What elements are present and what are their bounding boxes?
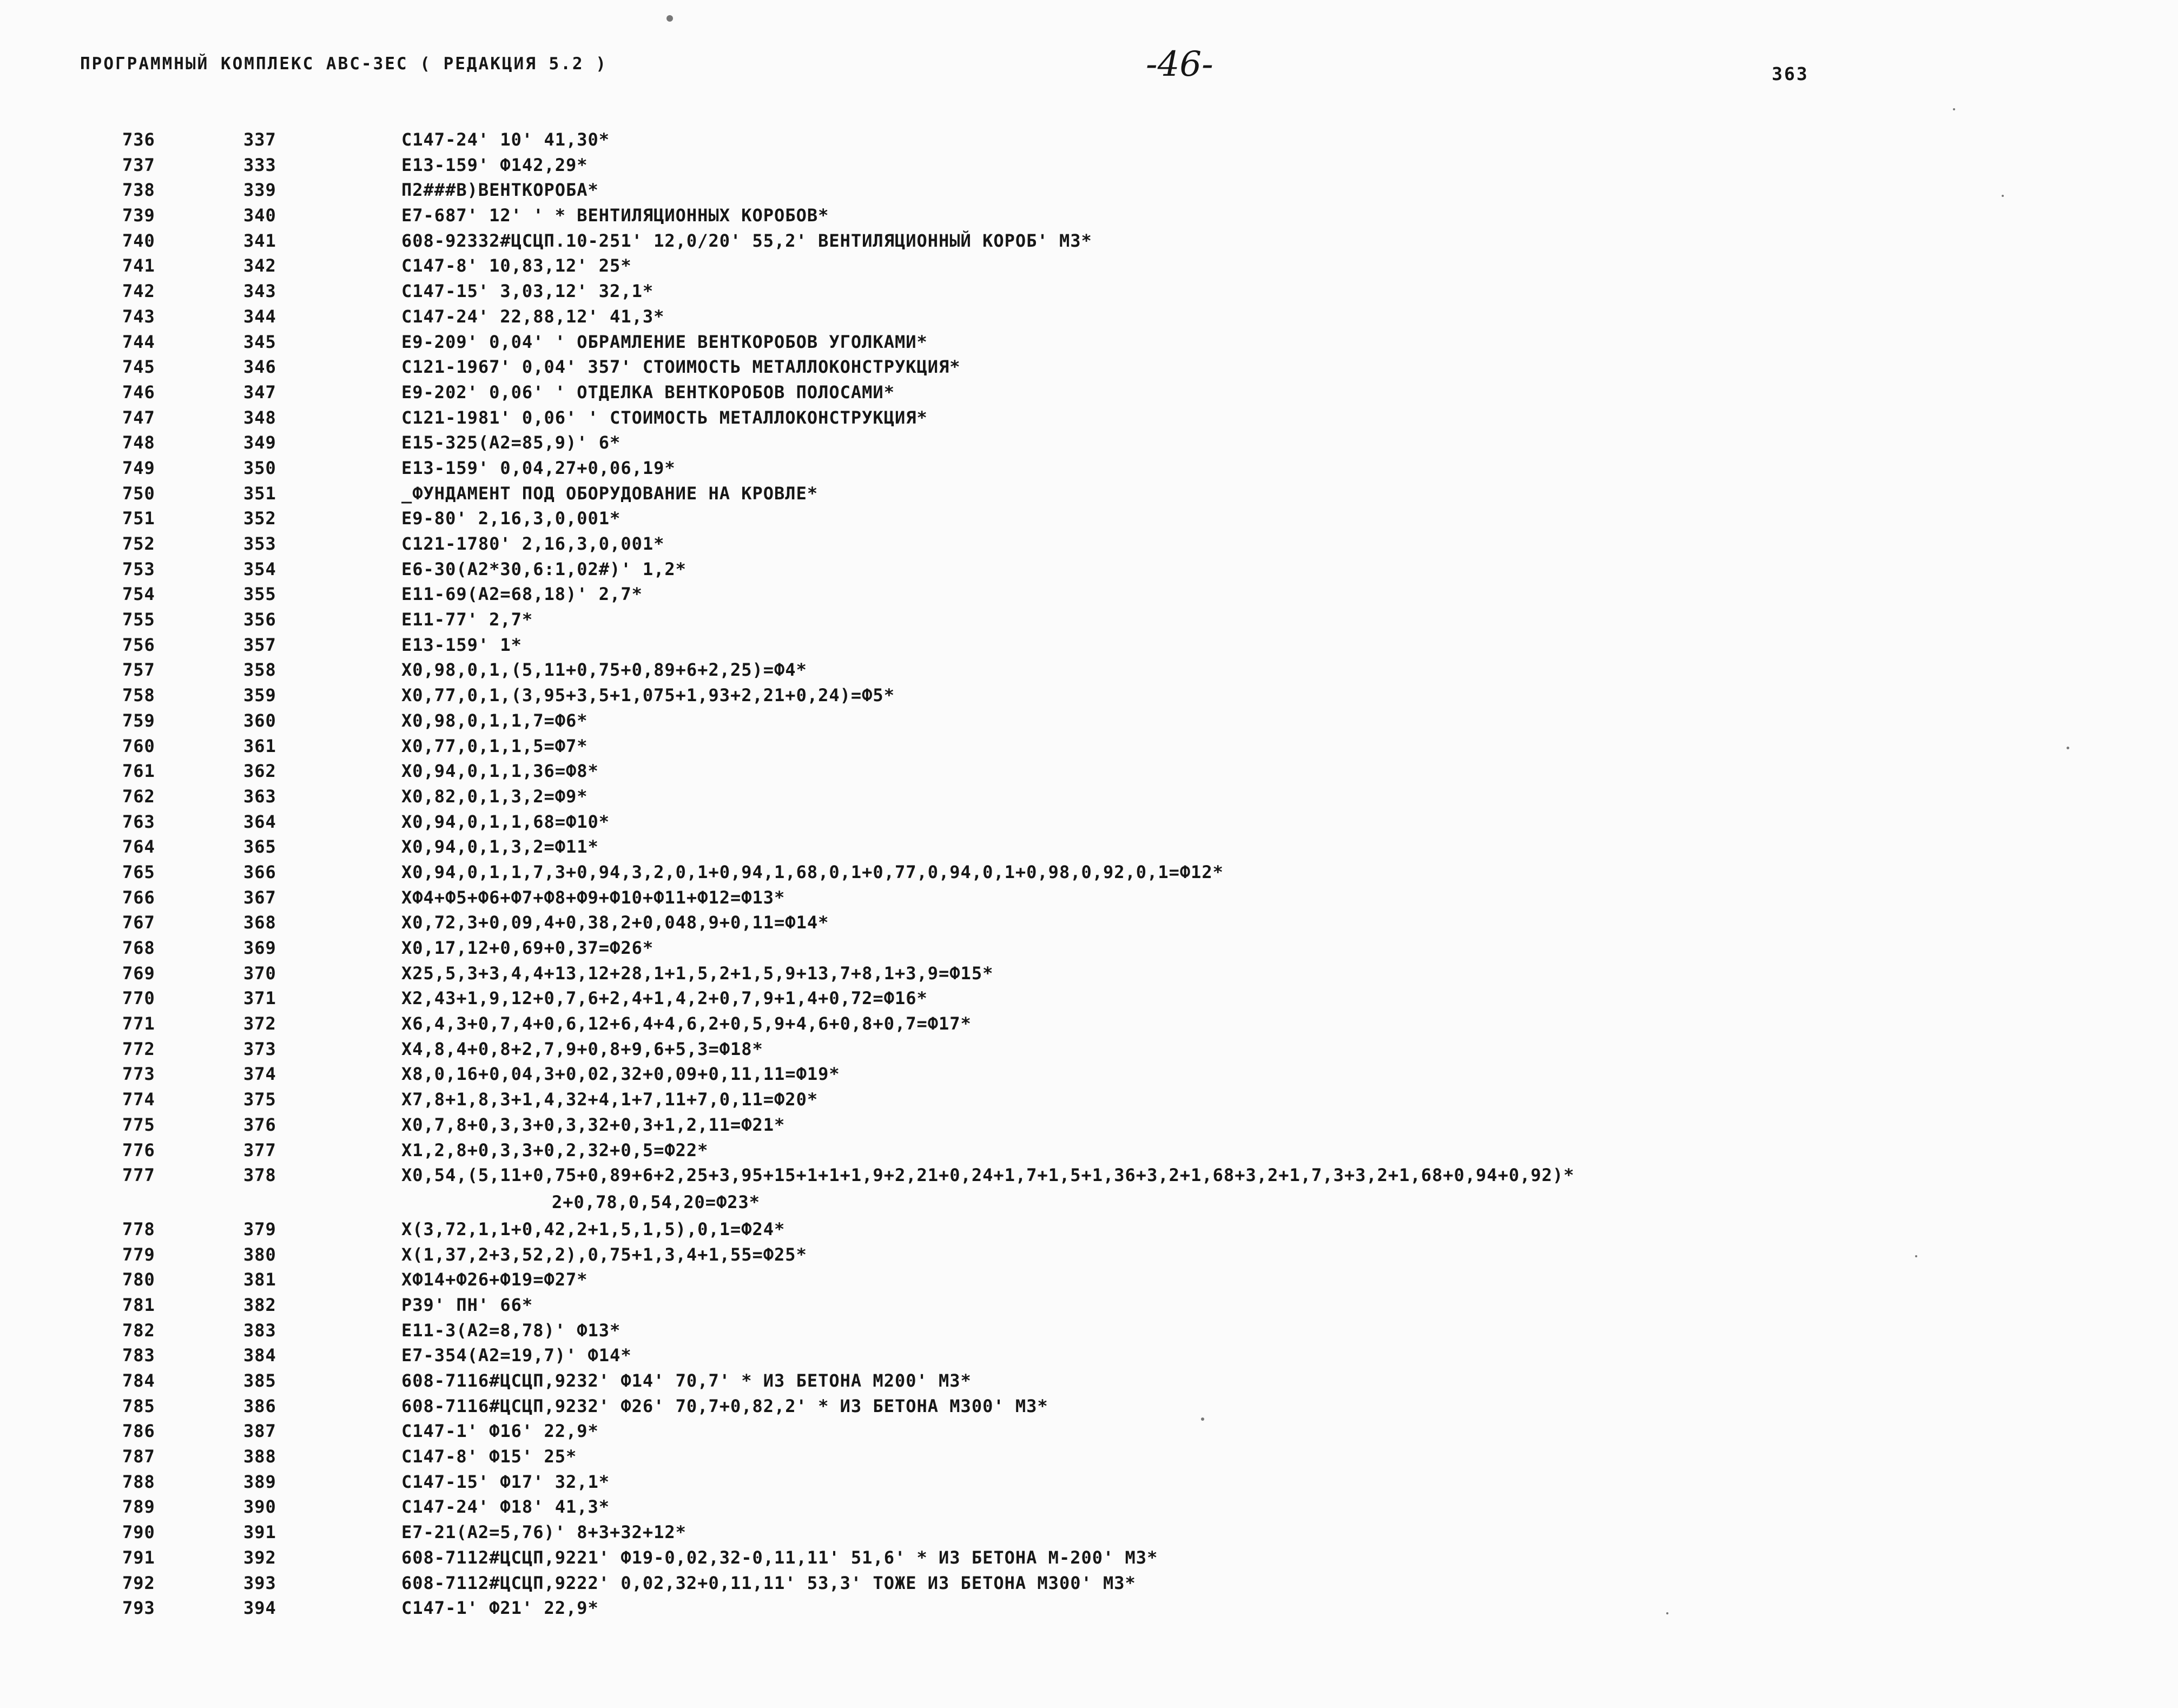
statement-number: 370	[243, 962, 276, 984]
statement-code: Е11-77' 2,7*	[401, 609, 533, 630]
listing-row	[0, 279, 2178, 304]
statement-number: 388	[243, 1446, 276, 1467]
statement-code: Х0,82,0,1,3,2=Ф9*	[401, 786, 588, 807]
statement-code: 608-7116#ЦСЦП,9232' Ф14' 70,7' * ИЗ БЕТОНА М200' М3*	[401, 1370, 972, 1391]
statement-code: Х0,7,8+0,3,3+0,3,32+0,3+1,2,11=Ф21*	[401, 1114, 786, 1135]
line-number: 781	[122, 1294, 155, 1315]
statement-number: 379	[243, 1218, 276, 1239]
line-number: 762	[122, 786, 155, 807]
listing-row	[0, 885, 2178, 911]
statement-number: 389	[243, 1471, 276, 1492]
statement-code: Е11-3(А2=8,78)' Ф13*	[401, 1320, 621, 1341]
statement-number: 341	[243, 230, 276, 251]
page-number: 363	[1772, 63, 1809, 84]
line-number: 736	[122, 129, 155, 150]
scan-speck	[1201, 1417, 1204, 1421]
line-number: 764	[122, 836, 155, 858]
line-number: 758	[122, 685, 155, 706]
line-number: 783	[122, 1345, 155, 1366]
statement-code: ХФ14+Ф26+Ф19=Ф27*	[401, 1269, 588, 1290]
listing-row	[0, 860, 2178, 885]
listing-row	[0, 1112, 2178, 1138]
line-number: 791	[122, 1547, 155, 1568]
statement-number: 394	[243, 1598, 276, 1619]
statement-code: С147-24' 10' 41,30*	[401, 129, 610, 150]
statement-code: Е15-325(А2=85,9)' 6*	[401, 432, 621, 453]
listing-row	[0, 784, 2178, 809]
line-number: 763	[122, 811, 155, 832]
statement-code: Е9-202' 0,06' ' ОТДЕЛКА ВЕНТКОРОБОВ ПОЛОСАМИ*	[401, 381, 895, 403]
listing-row	[0, 1394, 2178, 1419]
statement-code: С147-8' Ф15' 25*	[401, 1446, 577, 1467]
listing-row	[0, 1267, 2178, 1292]
listing-row	[0, 1469, 2178, 1495]
listing-row	[0, 531, 2178, 557]
listing-row	[0, 153, 2178, 178]
statement-code: Х2,43+1,9,12+0,7,6+2,4+1,4,2+0,7,9+1,4+0,72=Ф16*	[401, 988, 928, 1009]
statement-code: Е9-80' 2,16,3,0,001*	[401, 508, 621, 529]
line-number: 749	[122, 457, 155, 478]
line-number: 747	[122, 407, 155, 428]
line-number: 772	[122, 1038, 155, 1059]
line-number: 751	[122, 508, 155, 529]
listing-row	[0, 1444, 2178, 1469]
line-number: 737	[122, 154, 155, 175]
listing-row	[0, 961, 2178, 986]
listing-row	[0, 177, 2178, 203]
statement-number: 386	[243, 1395, 276, 1416]
statement-code: С121-1981' 0,06' ' СТОИМОСТЬ МЕТАЛЛОКОНСТРУКЦИЯ*	[401, 407, 928, 428]
handwritten-page-number: -46-	[1146, 44, 1213, 84]
statement-number: 374	[243, 1064, 276, 1085]
statement-code: Е13-159' Ф142,29*	[401, 154, 588, 175]
statement-number: 368	[243, 912, 276, 933]
listing-row	[0, 809, 2178, 835]
line-number: 776	[122, 1139, 155, 1160]
line-number: 743	[122, 306, 155, 327]
line-number: 770	[122, 988, 155, 1009]
line-number: 786	[122, 1421, 155, 1442]
statement-number: 391	[243, 1522, 276, 1543]
statement-code: 608-7116#ЦСЦП,9232' Ф26' 70,7+0,82,2' * ИЗ БЕТОНА М300' М3*	[401, 1395, 1048, 1416]
statement-code: Х8,0,16+0,04,3+0,02,32+0,09+0,11,11=Ф19*	[401, 1064, 840, 1085]
statement-number: 355	[243, 584, 276, 605]
line-number: 748	[122, 432, 155, 453]
line-number: 741	[122, 255, 155, 276]
line-number: 779	[122, 1244, 155, 1265]
listing-row	[0, 127, 2178, 153]
statement-code: Х6,4,3+0,7,4+0,6,12+6,4+4,6,2+0,5,9+4,6+0,8+0,7=Ф17*	[401, 1013, 972, 1034]
line-number: 789	[122, 1496, 155, 1518]
statement-code: Х0,94,0,1,3,2=Ф11*	[401, 836, 599, 858]
scan-speck	[1915, 1255, 1917, 1257]
statement-code: Е13-159' 1*	[401, 634, 522, 655]
line-number: 760	[122, 735, 155, 756]
statement-code: ХФ4+Ф5+Ф6+Ф7+Ф8+Ф9+Ф10+Ф11+Ф12=Ф13*	[401, 887, 786, 908]
document-header-title: ПРОГРАММНЫЙ КОМПЛЕКС АВС-ЗЕС ( РЕДАКЦИЯ 5.2 )	[80, 54, 608, 74]
line-number: 745	[122, 357, 155, 378]
statement-number: 364	[243, 811, 276, 832]
statement-number: 373	[243, 1038, 276, 1059]
line-number: 752	[122, 533, 155, 554]
listing-row	[0, 1061, 2178, 1087]
listing-row	[0, 1292, 2178, 1318]
line-number: 753	[122, 558, 155, 579]
statement-code: С121-1780' 2,16,3,0,001*	[401, 533, 665, 554]
statement-code: Х0,77,0,1,(3,95+3,5+1,075+1,93+2,21+0,24)=Ф5*	[401, 685, 895, 706]
line-number: 769	[122, 962, 155, 984]
statement-number: 366	[243, 861, 276, 882]
line-number: 765	[122, 861, 155, 882]
line-number: 792	[122, 1572, 155, 1593]
statement-code: Е7-21(А2=5,76)' 8+3+32+12*	[401, 1522, 687, 1543]
listing-row-continuation	[0, 1188, 2178, 1217]
statement-number: 345	[243, 331, 276, 352]
statement-code: Х0,98,0,1,(5,11+0,75+0,89+6+2,25)=Ф4*	[401, 660, 807, 681]
statement-number: 339	[243, 180, 276, 201]
line-number: 782	[122, 1320, 155, 1341]
statement-code: Х0,94,0,1,1,68=Ф10*	[401, 811, 610, 832]
line-number: 778	[122, 1218, 155, 1239]
statement-code: Х(3,72,1,1+0,42,2+1,5,1,5),0,1=Ф24*	[401, 1218, 786, 1239]
listing-row	[0, 405, 2178, 431]
line-number: 767	[122, 912, 155, 933]
statement-number: 384	[243, 1345, 276, 1366]
statement-number: 383	[243, 1320, 276, 1341]
line-number: 754	[122, 584, 155, 605]
listing-row	[0, 329, 2178, 355]
statement-code: 608-92332#ЦСЦП.10-251' 12,0/20' 55,2' ВЕНТИЛЯЦИОННЫЙ КОРОБ' М3*	[401, 230, 1092, 251]
line-number: 761	[122, 761, 155, 782]
scan-speck	[2067, 747, 2069, 749]
statement-number: 342	[243, 255, 276, 276]
listing-row	[0, 1494, 2178, 1520]
statement-number: 346	[243, 357, 276, 378]
statement-code: Е11-69(А2=68,18)' 2,7*	[401, 584, 643, 605]
statement-code: С147-24' Ф18' 41,3*	[401, 1496, 610, 1518]
listing-row	[0, 1011, 2178, 1037]
line-number: 777	[122, 1165, 155, 1186]
statement-number: 387	[243, 1421, 276, 1442]
listing-row	[0, 1037, 2178, 1062]
line-number: 757	[122, 660, 155, 681]
statement-code: Х0,54,(5,11+0,75+0,89+6+2,25+3,95+15+1+1+1,9+2,21+0,24+1,7+1,5+1,36+3,2+1,68+3,2+1,7,3+3,2+1,68+0,94+0,92)*	[401, 1165, 1575, 1186]
statement-number: 376	[243, 1114, 276, 1135]
statement-number: 347	[243, 381, 276, 403]
statement-code: Е7-354(А2=19,7)' Ф14*	[401, 1345, 632, 1366]
line-number: 784	[122, 1370, 155, 1391]
statement-number: 352	[243, 508, 276, 529]
line-number: 742	[122, 281, 155, 302]
listing-row	[0, 1545, 2178, 1571]
statement-number: 375	[243, 1089, 276, 1110]
statement-code: Х25,5,3+3,4,4+13,12+28,1+1,5,2+1,5,9+13,7+8,1+3,9=Ф15*	[401, 962, 994, 984]
listing-row	[0, 759, 2178, 784]
line-number: 738	[122, 180, 155, 201]
line-number: 790	[122, 1522, 155, 1543]
statement-number: 350	[243, 457, 276, 478]
listing-row	[0, 1087, 2178, 1112]
listing-row	[0, 203, 2178, 228]
statement-number: 363	[243, 786, 276, 807]
statement-code: 608-7112#ЦСЦП,9222' 0,02,32+0,11,11' 53,3' ТОЖЕ ИЗ БЕТОНА М300' М3*	[401, 1572, 1136, 1593]
listing-row	[0, 1368, 2178, 1394]
listing-row	[0, 1595, 2178, 1621]
statement-number: 362	[243, 761, 276, 782]
statement-number: 378	[243, 1165, 276, 1186]
scan-speck	[666, 15, 673, 22]
statement-number: 385	[243, 1370, 276, 1391]
statement-code: Х0,94,0,1,1,36=Ф8*	[401, 761, 599, 782]
listing-row	[0, 1242, 2178, 1268]
statement-number: 356	[243, 609, 276, 630]
listing-row	[0, 1138, 2178, 1163]
statement-number: 390	[243, 1496, 276, 1518]
scan-speck	[1953, 108, 1955, 110]
listing-row	[0, 708, 2178, 734]
statement-code: Е9-209' 0,04' ' ОБРАМЛЕНИЕ ВЕНТКОРОБОВ УГОЛКАМИ*	[401, 331, 928, 352]
line-number: 775	[122, 1114, 155, 1135]
statement-number: 361	[243, 735, 276, 756]
statement-number: 367	[243, 887, 276, 908]
listing-row	[0, 1318, 2178, 1343]
listing-row	[0, 304, 2178, 329]
line-number: 774	[122, 1089, 155, 1110]
listing-row	[0, 228, 2178, 254]
statement-number: 351	[243, 483, 276, 504]
statement-number: 371	[243, 988, 276, 1009]
statement-code: Е7-687' 12' ' * ВЕНТИЛЯЦИОННЫХ КОРОБОВ*	[401, 205, 829, 226]
listing-row	[0, 1520, 2178, 1545]
statement-number: 377	[243, 1139, 276, 1160]
statement-code: С147-1' Ф21' 22,9*	[401, 1598, 599, 1619]
statement-number: 381	[243, 1269, 276, 1290]
listing-row	[0, 910, 2178, 935]
statement-code: С147-15' 3,03,12' 32,1*	[401, 281, 654, 302]
listing-row	[0, 1419, 2178, 1444]
listing-row	[0, 607, 2178, 632]
statement-code: П2###В)ВЕНТКОРОБА*	[401, 180, 599, 201]
statement-number: 353	[243, 533, 276, 554]
statement-code: Х0,94,0,1,1,7,3+0,94,3,2,0,1+0,94,1,68,0,1+0,77,0,94,0,1+0,98,0,92,0,1=Ф12*	[401, 861, 1224, 882]
statement-code: 2+0,78,0,54,20=Ф23*	[552, 1191, 761, 1212]
statement-code: Х0,77,0,1,1,5=Ф7*	[401, 735, 588, 756]
statement-code: _ФУНДАМЕНТ ПОД ОБОРУДОВАНИЕ НА КРОВЛЕ*	[401, 483, 819, 504]
line-number: 744	[122, 331, 155, 352]
listing-row	[0, 557, 2178, 582]
statement-code: Х0,17,12+0,69+0,37=Ф26*	[401, 938, 654, 958]
listing-row	[0, 380, 2178, 405]
statement-number: 372	[243, 1013, 276, 1034]
line-number: 768	[122, 938, 155, 958]
line-number: 788	[122, 1471, 155, 1492]
listing-row	[0, 986, 2178, 1011]
listing-row	[0, 657, 2178, 683]
line-number: 780	[122, 1269, 155, 1290]
statement-number: 357	[243, 634, 276, 655]
line-number: 740	[122, 230, 155, 251]
statement-number: 354	[243, 558, 276, 579]
line-number: 793	[122, 1598, 155, 1619]
statement-number: 343	[243, 281, 276, 302]
statement-code: Х1,2,8+0,3,3+0,2,32+0,5=Ф22*	[401, 1139, 709, 1160]
statement-code: 608-7112#ЦСЦП,9221' Ф19-0,02,32-0,11,11' 51,6' * ИЗ БЕТОНА М-200' М3*	[401, 1547, 1158, 1568]
line-number: 755	[122, 609, 155, 630]
statement-number: 337	[243, 129, 276, 150]
line-number: 750	[122, 483, 155, 504]
listing-row	[0, 481, 2178, 506]
line-number: 756	[122, 634, 155, 655]
statement-number: 348	[243, 407, 276, 428]
statement-code: С147-8' 10,83,12' 25*	[401, 255, 632, 276]
statement-code: Х0,72,3+0,09,4+0,38,2+0,048,9+0,11=Ф14*	[401, 912, 829, 933]
statement-number: 344	[243, 306, 276, 327]
statement-code: Р39' ПН' 66*	[401, 1294, 533, 1315]
listing-row	[0, 1571, 2178, 1596]
line-number: 766	[122, 887, 155, 908]
statement-number: 365	[243, 836, 276, 858]
statement-number: 360	[243, 710, 276, 731]
statement-code: Е13-159' 0,04,27+0,06,19*	[401, 457, 676, 478]
statement-code: Х4,8,4+0,8+2,7,9+0,8+9,6+5,3=Ф18*	[401, 1038, 763, 1059]
statement-number: 380	[243, 1244, 276, 1265]
listing-row	[0, 734, 2178, 759]
listing-row	[0, 456, 2178, 481]
statement-code: С147-24' 22,88,12' 41,3*	[401, 306, 665, 327]
statement-code: С147-1' Ф16' 22,9*	[401, 1421, 599, 1442]
listing-row	[0, 683, 2178, 708]
statement-code: Х0,98,0,1,1,7=Ф6*	[401, 710, 588, 731]
statement-number: 349	[243, 432, 276, 453]
listing-row	[0, 1217, 2178, 1242]
statement-number: 382	[243, 1294, 276, 1315]
statement-number: 393	[243, 1572, 276, 1593]
listing-row	[0, 582, 2178, 607]
listing-row	[0, 632, 2178, 658]
line-number: 773	[122, 1064, 155, 1085]
listing-row	[0, 253, 2178, 279]
listing-row	[0, 935, 2178, 961]
statement-number: 333	[243, 154, 276, 175]
listing-row	[0, 1343, 2178, 1368]
line-number: 739	[122, 205, 155, 226]
statement-number: 359	[243, 685, 276, 706]
statement-number: 392	[243, 1547, 276, 1568]
scan-speck	[1666, 1612, 1668, 1614]
statement-number: 358	[243, 660, 276, 681]
scan-speck	[2002, 195, 2004, 197]
statement-code: Х(1,37,2+3,52,2),0,75+1,3,4+1,55=Ф25*	[401, 1244, 807, 1265]
statement-code: Е6-30(А2*30,6:1,02#)' 1,2*	[401, 558, 687, 579]
line-number: 787	[122, 1446, 155, 1467]
statement-number: 340	[243, 205, 276, 226]
listing-row	[0, 834, 2178, 860]
line-number: 771	[122, 1013, 155, 1034]
statement-number: 369	[243, 938, 276, 958]
listing-row	[0, 430, 2178, 456]
listing-row	[0, 354, 2178, 380]
statement-code: С147-15' Ф17' 32,1*	[401, 1471, 610, 1492]
listing-row	[0, 506, 2178, 531]
listing-row	[0, 1163, 2178, 1188]
line-number: 759	[122, 710, 155, 731]
listing-body	[0, 127, 2178, 1621]
line-number: 746	[122, 381, 155, 403]
line-number: 785	[122, 1395, 155, 1416]
statement-code: С121-1967' 0,04' 357' СТОИМОСТЬ МЕТАЛЛОКОНСТРУКЦИЯ*	[401, 357, 961, 378]
statement-code: Х7,8+1,8,3+1,4,32+4,1+7,11+7,0,11=Ф20*	[401, 1089, 819, 1110]
